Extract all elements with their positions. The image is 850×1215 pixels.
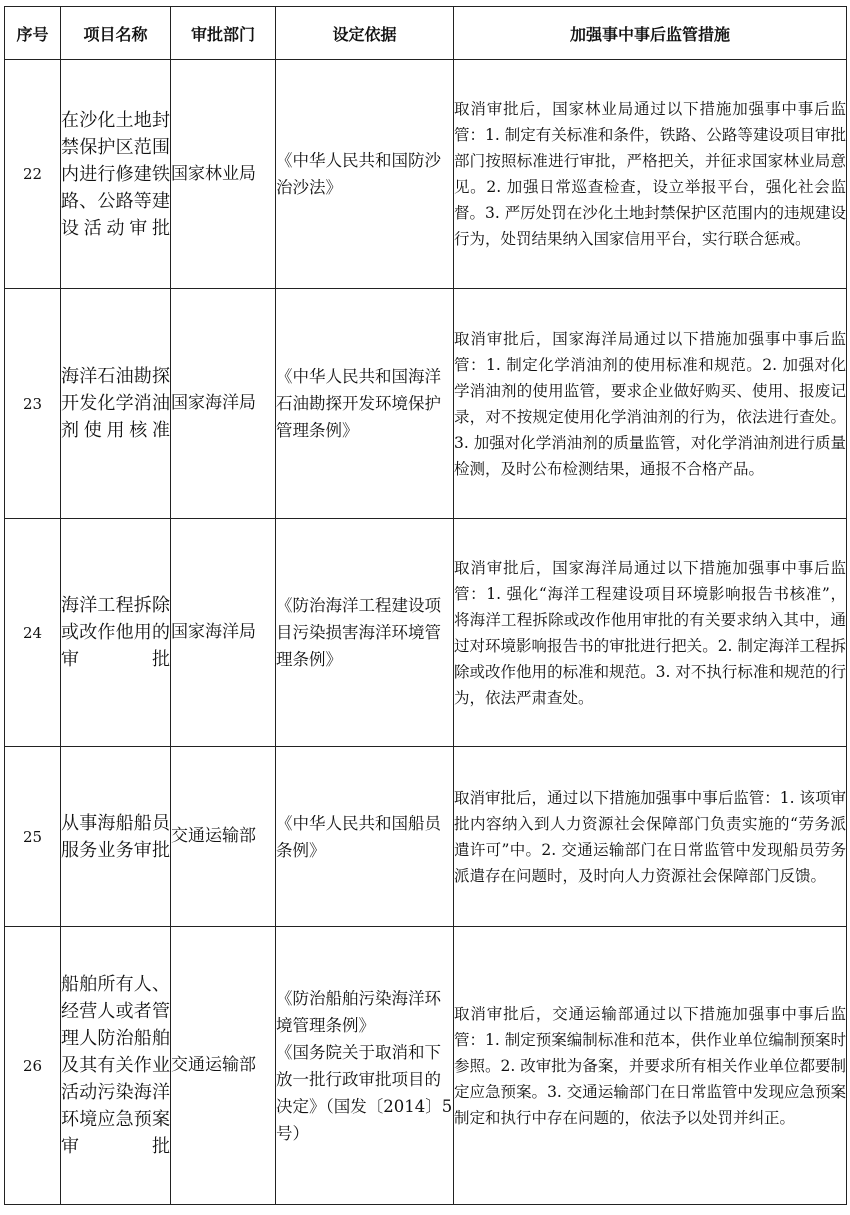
legal-basis	[276, 747, 454, 927]
project-name: 在沙化土地封禁保护区范围内进行修建铁路、公路等建设活动审批	[61, 60, 171, 289]
table-row	[5, 519, 847, 747]
approval-department: 交通运输部	[171, 747, 276, 927]
legal-basis	[276, 60, 454, 289]
supervision-measures: 取消审批后，国家海洋局通过以下措施加强事中事后监管：1. 强化“海洋工程建设项目环境影响报告书核准”，将海洋工程拆除或改作他用审批的有关要求纳入其中，通过对环境影响报告书的审批进行把关。2. 制定海洋工程拆除或改作他用的标准和规范。3. 对不执行标准和规范的行为，依法严肃查处。	[454, 519, 847, 747]
legal-basis	[276, 289, 454, 519]
row-number: 24	[5, 519, 61, 747]
legal-basis-line: 《防治海洋工程建设项目污染损害海洋环境管理条例》	[276, 596, 441, 669]
legal-basis	[276, 519, 454, 747]
header-name: 项目名称	[61, 7, 171, 60]
legal-basis	[276, 927, 454, 1205]
header-basis: 设定依据	[276, 7, 454, 60]
approval-department: 交通运输部	[171, 927, 276, 1205]
table-row	[5, 927, 847, 1205]
row-number: 22	[5, 60, 61, 289]
approval-department: 国家海洋局	[171, 289, 276, 519]
legal-basis-line: 《防治船舶污染海洋环境管理条例》	[276, 988, 441, 1035]
project-name: 船舶所有人、经营人或者管理人防治船舶及其有关作业活动污染海洋环境应急预案审批	[61, 927, 171, 1205]
supervision-measures: 取消审批后，通过以下措施加强事中事后监管：1. 该项审批内容纳入到人力资源社会保障部门负责实施的“劳务派遣许可”中。2. 交通运输部门在日常监管中发现船员劳务派遣存在问题时，及时向人力资源社会保障部门反馈。	[454, 747, 847, 927]
row-number: 26	[5, 927, 61, 1205]
legal-basis-line: 《中华人民共和国海洋石油勘探开发环境保护管理条例》	[276, 367, 441, 440]
approval-department: 国家海洋局	[171, 519, 276, 747]
project-name: 海洋石油勘探开发化学消油剂使用核准	[61, 289, 171, 519]
table-row	[5, 60, 847, 289]
supervision-measures: 取消审批后，国家林业局通过以下措施加强事中事后监管：1. 制定有关标准和条件，铁路、公路等建设项目审批部门按照标准进行审批，严格把关，并征求国家林业局意见。2. 加强日常巡查检查，设立举报平台，强化社会监督。3. 严厉处罚在沙化土地封禁保护区范围内的违规建设行为，处罚结果纳入国家信用平台，实行联合惩戒。	[454, 60, 847, 289]
regulation-table	[4, 6, 847, 1205]
row-number: 25	[5, 747, 61, 927]
row-number: 23	[5, 289, 61, 519]
approval-department: 国家林业局	[171, 60, 276, 289]
table-row	[5, 747, 847, 927]
supervision-measures: 取消审批后，交通运输部通过以下措施加强事中事后监管：1. 制定预案编制标准和范本，供作业单位编制预案时参照。2. 改审批为备案，并要求所有相关作业单位都要制定应急预案。3. 交通运输部门在日常监管中发现应急预案制定和执行中存在问题的，依法予以处罚并纠正。	[454, 927, 847, 1205]
project-name: 海洋工程拆除或改作他用的审批	[61, 519, 171, 747]
table-row	[5, 289, 847, 519]
legal-basis-line: 《国务院关于取消和下放一批行政审批项目的决定》（国发〔2014〕5号）	[276, 1042, 453, 1143]
project-name: 从事海船船员服务业务审批	[61, 747, 171, 927]
header-measures: 加强事中事后监管措施	[454, 7, 847, 60]
header-dept: 审批部门	[171, 7, 276, 60]
header-no: 序号	[5, 7, 61, 60]
table-header-row	[5, 7, 847, 60]
legal-basis-line: 《中华人民共和国防沙治沙法》	[276, 151, 441, 197]
legal-basis-line: 《中华人民共和国船员条例》	[276, 813, 441, 860]
supervision-measures: 取消审批后，国家海洋局通过以下措施加强事中事后监管：1. 制定化学消油剂的使用标准和规范。2. 加强对化学消油剂的使用监管，要求企业做好购买、使用、报废记录，对不按规定使用化学消油剂的行为，依法进行查处。3. 加强对化学消油剂的质量监管，对化学消油剂进行质量检测，及时公布检测结果，通报不合格产品。	[454, 289, 847, 519]
